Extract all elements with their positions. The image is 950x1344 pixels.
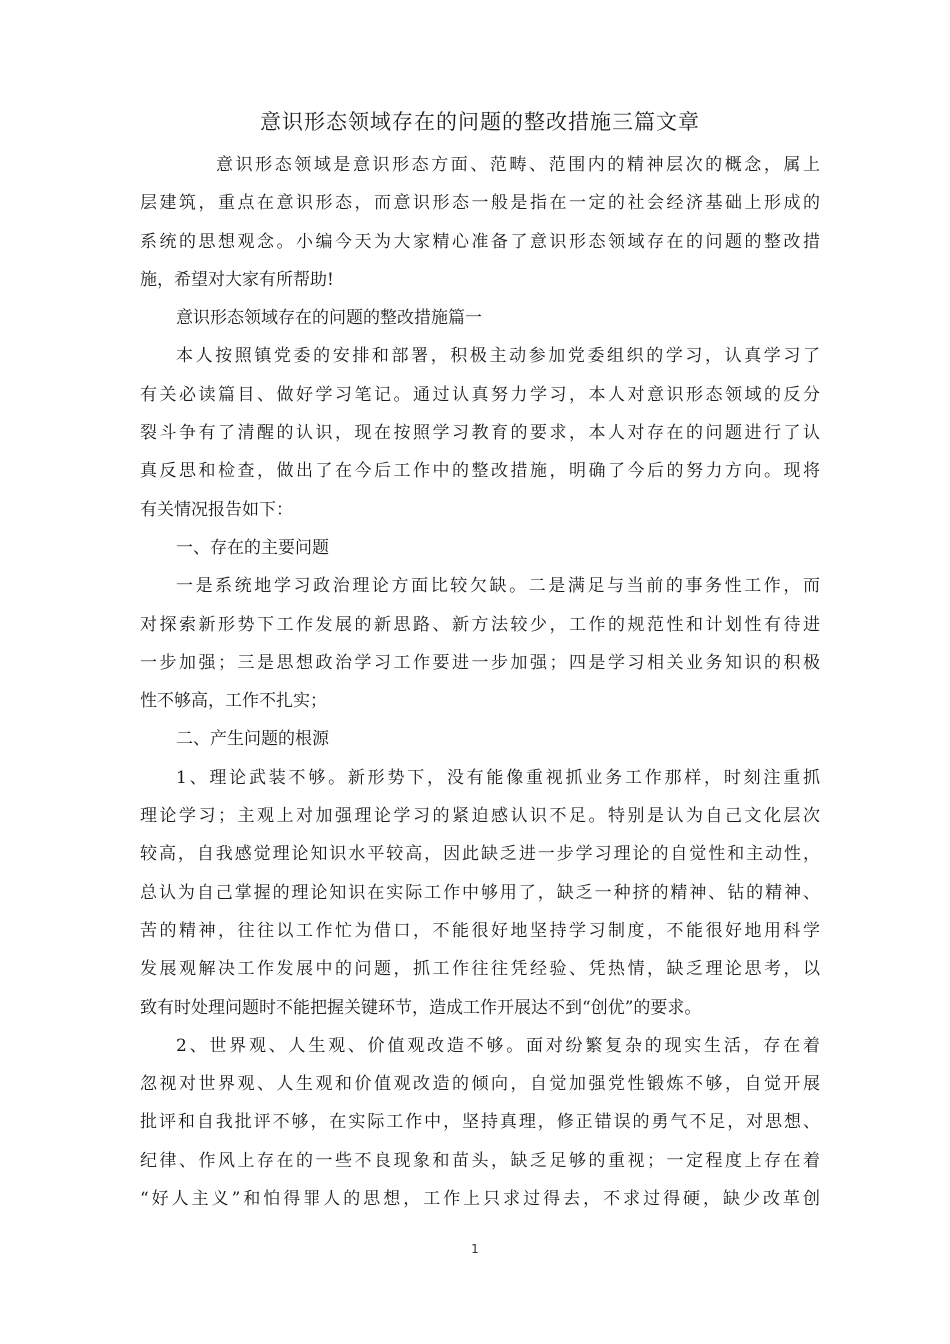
text-line: 一步加强；三是思想政治学习工作要进一步加强；四是学习相关业务知识的积极 bbox=[140, 652, 820, 673]
text-line: 总认为自己掌握的理论知识在实际工作中够用了，缺乏一种挤的精神、钻的精神、 bbox=[140, 882, 820, 903]
text-line: 裂斗争有了清醒的认识，现在按照学习教育的要求，本人对存在的问题进行了认 bbox=[140, 423, 820, 444]
text-line: 批评和自我批评不够，在实际工作中，坚持真理，修正错误的勇气不足，对思想、 bbox=[140, 1112, 820, 1133]
text-line: 有关必读篇目、做好学习笔记。通过认真努力学习，本人对意识形态领域的反分 bbox=[140, 384, 820, 405]
text-line: 致有时处理问题时不能把握关键环节，造成工作开展达不到“创优”的要求。 bbox=[140, 997, 702, 1018]
text-line: 一是系统地学习政治理论方面比较欠缺。二是满足与当前的事务性工作，而 bbox=[176, 576, 820, 597]
text-line: 苦的精神，往往以工作忙为借口，不能很好地坚持学习制度，不能很好地用科学 bbox=[140, 920, 820, 941]
text-line: “好人主义”和怕得罪人的思想，工作上只求过得去，不求过得硬，缺少改革创 bbox=[140, 1189, 820, 1210]
text-line: 本人按照镇党委的安排和部署，积极主动参加党委组织的学习，认真学习了 bbox=[176, 346, 820, 367]
text-line: 意识形态领域是意识形态方面、范畴、范围内的精神层次的概念，属上 bbox=[216, 155, 820, 175]
text-line: 真反思和检查，做出了在今后工作中的整改措施，明确了今后的努力方向。现将 bbox=[140, 461, 820, 482]
document-body bbox=[140, 146, 820, 1218]
text-line: 层建筑，重点在意识形态，而意识形态一般是指在一定的社会经济基础上形成的 bbox=[140, 193, 820, 214]
section-heading: 意识形态领域存在的问题的整改措施篇一 bbox=[176, 308, 482, 329]
text-line: 对探索新形势下工作发展的新思路、新方法较少，工作的规范性和计划性有待进 bbox=[140, 614, 820, 635]
text-line: 2、世界观、人生观、价值观改造不够。面对纷繁复杂的现实生活，存在着 bbox=[176, 1035, 820, 1056]
page-number: 1 bbox=[471, 1242, 479, 1256]
text-line: 系统的思想观念。小编今天为大家精心准备了意识形态领域存在的问题的整改措 bbox=[140, 231, 820, 252]
document-title: 意识形态领域存在的问题的整改措施三篇文章 bbox=[260, 110, 700, 134]
text-line: 忽视对世界观、人生观和价值观改造的倾向，自觉加强党性锻炼不够，自觉开展 bbox=[140, 1074, 820, 1095]
text-line: 较高，自我感觉理论知识水平较高，因此缺乏进一步学习理论的自觉性和主动性， bbox=[140, 844, 820, 865]
section-heading: 一、存在的主要问题 bbox=[176, 537, 329, 558]
text-line: 发展观解决工作发展中的问题，抓工作往往凭经验、凭热情，缺乏理论思考，以 bbox=[140, 959, 820, 980]
text-line: 施，希望对大家有所帮助! bbox=[140, 269, 334, 290]
text-line: 理论学习；主观上对加强理论学习的紧迫感认识不足。特别是认为自己文化层次 bbox=[140, 806, 820, 827]
text-line: 有关情况报告如下： bbox=[140, 499, 293, 520]
text-line: 纪律、作风上存在的一些不良现象和苗头，缺乏足够的重视；一定程度上存在着 bbox=[140, 1150, 820, 1171]
section-heading: 二、产生问题的根源 bbox=[176, 729, 329, 750]
text-line: 1、理论武装不够。新形势下，没有能像重视抓业务工作那样，时刻注重抓 bbox=[176, 767, 820, 788]
text-line: 性不够高，工作不扎实； bbox=[140, 691, 327, 712]
